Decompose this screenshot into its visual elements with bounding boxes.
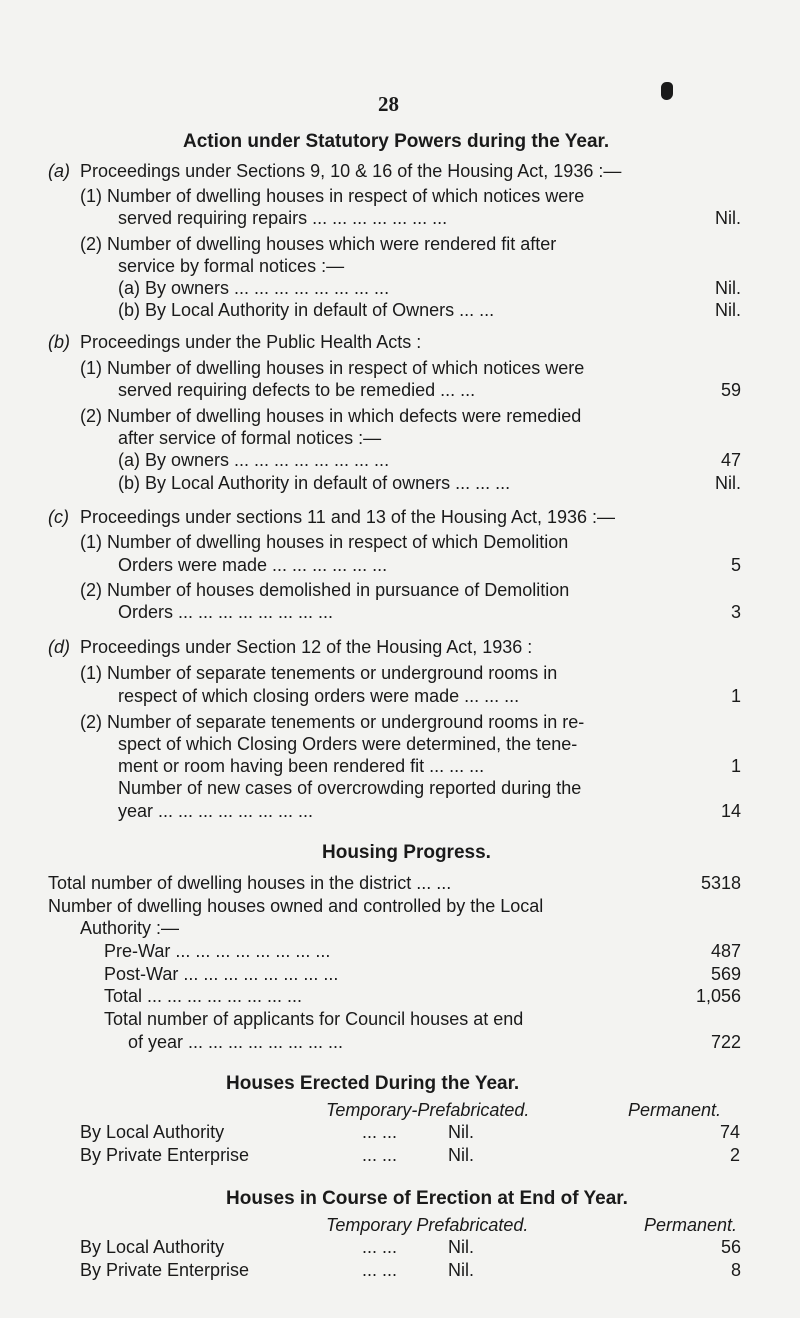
erected-row-permanent: 74 [719,1122,740,1142]
item-d3-line1: Number of new cases of overcrowding reported during the [118,778,582,798]
applicants-value: 722 [710,1032,741,1052]
item-c2-value: 3 [730,602,741,622]
erected-row-temporary: Nil. [448,1122,474,1142]
course-row-label: By Private Enterprise [80,1260,250,1280]
item-d2-line1: (2) Number of separate tenements or underground rooms in re- [80,712,585,732]
item-b2a-label: (a) By owners ... ... ... ... ... ... ... ... [118,450,390,470]
item-a1-line2: served requiring repairs ... ... ... ... ... ... ... [118,208,448,228]
item-d1-value: 1 [730,686,741,706]
erected-row-dots: ... ... [362,1145,398,1165]
item-b-text: Proceedings under the Public Health Acts : [80,332,422,352]
item-b-label [48,330,70,354]
section-heading-houses-in-course: Houses in Course of Erection at End of Year. [226,1188,628,1209]
item-c-marker: (c) [48,507,69,527]
course-row-dots: ... ... [362,1237,398,1257]
item-a2b-label: (b) By Local Authority in default of Owners ... ... [118,300,495,320]
course-row-permanent: 8 [730,1260,741,1280]
item-d-text: Proceedings under Section 12 of the Housing Act, 1936 : [80,637,533,657]
item-d2-line2: spect of which Closing Orders were determined, the tene- [118,734,578,754]
item-a2a-value: Nil. [715,278,741,298]
item-d-label [48,635,70,659]
item-b1-line1: (1) Number of dwelling houses in respect of which notices were [80,358,585,378]
item-d3-value: 14 [720,801,741,821]
item-d3-line2: year ... ... ... ... ... ... ... ... [118,801,314,821]
item-c1-value: 5 [730,555,741,575]
erected-row-permanent: 2 [729,1145,740,1165]
page-number: 28 [378,92,399,116]
course-row-temporary: Nil. [448,1237,474,1257]
item-a1-line1: (1) Number of dwelling houses in respect of which notices were [80,186,585,206]
postwar-value: 569 [710,964,741,984]
item-c2-line2: Orders ... ... ... ... ... ... ... ... [118,602,334,622]
item-b2b-label: (b) By Local Authority in default of owners ... ... ... [118,473,511,493]
item-b2a-value: 47 [720,450,741,470]
item-b2-line1: (2) Number of dwelling houses in which defects were remedied [80,406,582,426]
course-row-permanent: 56 [720,1237,741,1257]
item-a2a-label: (a) By owners ... ... ... ... ... ... ... ... [118,278,390,298]
item-a-label [48,159,70,183]
item-b-marker: (b) [48,332,70,352]
erected-row-dots: ... ... [362,1122,398,1142]
item-d1-line2: respect of which closing orders were made ... ... ... [118,686,520,706]
item-d1-line1: (1) Number of separate tenements or underground rooms in [80,663,558,683]
erected-col-permanent: Permanent. [628,1100,722,1120]
prewar-label: Pre-War ... ... ... ... ... ... ... ... [104,941,331,961]
item-a-marker: (a) [48,161,70,181]
item-b1-value: 59 [720,380,741,400]
owned-line2: Authority :— [80,918,180,938]
item-a2-line1: (2) Number of dwelling houses which were rendered fit after [80,234,557,254]
course-col-permanent: Permanent. [644,1215,738,1235]
section-heading-houses-erected: Houses Erected During the Year. [226,1073,520,1094]
item-c2-line1: (2) Number of houses demolished in pursuance of Demolition [80,580,570,600]
item-c1-line1: (1) Number of dwelling houses in respect of which Demolition [80,532,569,552]
erected-col-temporary: Temporary-Prefabricated. [326,1100,530,1120]
item-a1-value: Nil. [715,208,741,228]
item-d2-value: 1 [730,756,741,776]
item-d2-line3: ment or room having been rendered fit ... ... ... [118,756,485,776]
total-dwellings-label: Total number of dwelling houses in the district ... ... [48,873,452,893]
ink-blot [661,82,673,100]
erected-row-label: By Local Authority [80,1122,225,1142]
item-a2b-value: Nil. [715,300,741,320]
owned-line1: Number of dwelling houses owned and controlled by the Local [48,896,544,916]
total-dwellings-value: 5318 [700,873,741,893]
item-c1-line2: Orders were made ... ... ... ... ... ... [118,555,388,575]
total-owned-label: Total ... ... ... ... ... ... ... ... [104,986,303,1006]
course-row-label: By Local Authority [80,1237,225,1257]
erected-row-temporary: Nil. [448,1145,474,1165]
item-c-label [48,505,69,529]
course-row-dots: ... ... [362,1260,398,1280]
item-b2b-value: Nil. [715,473,741,493]
prewar-value: 487 [710,941,741,961]
applicants-line1: Total number of applicants for Council houses at end [104,1009,524,1029]
course-row-temporary: Nil. [448,1260,474,1280]
section-heading-statutory-powers: Action under Statutory Powers during the Year. [183,131,610,152]
item-a2-line2: service by formal notices :— [118,256,345,276]
item-d-marker: (d) [48,637,70,657]
item-a-text: Proceedings under Sections 9, 10 & 16 of the Housing Act, 1936 :— [80,161,622,181]
section-heading-housing-progress: Housing Progress. [322,842,491,863]
applicants-line2: of year ... ... ... ... ... ... ... ... [128,1032,344,1052]
item-b2-line2: after service of formal notices :— [118,428,382,448]
course-col-temporary: Temporary Prefabricated. [326,1215,529,1235]
item-c-text: Proceedings under sections 11 and 13 of the Housing Act, 1936 :— [80,507,616,527]
erected-row-label: By Private Enterprise [80,1145,250,1165]
postwar-label: Post-War ... ... ... ... ... ... ... ... [104,964,339,984]
item-b1-line2: served requiring defects to be remedied ... ... [118,380,476,400]
total-owned-value: 1,056 [695,986,741,1006]
